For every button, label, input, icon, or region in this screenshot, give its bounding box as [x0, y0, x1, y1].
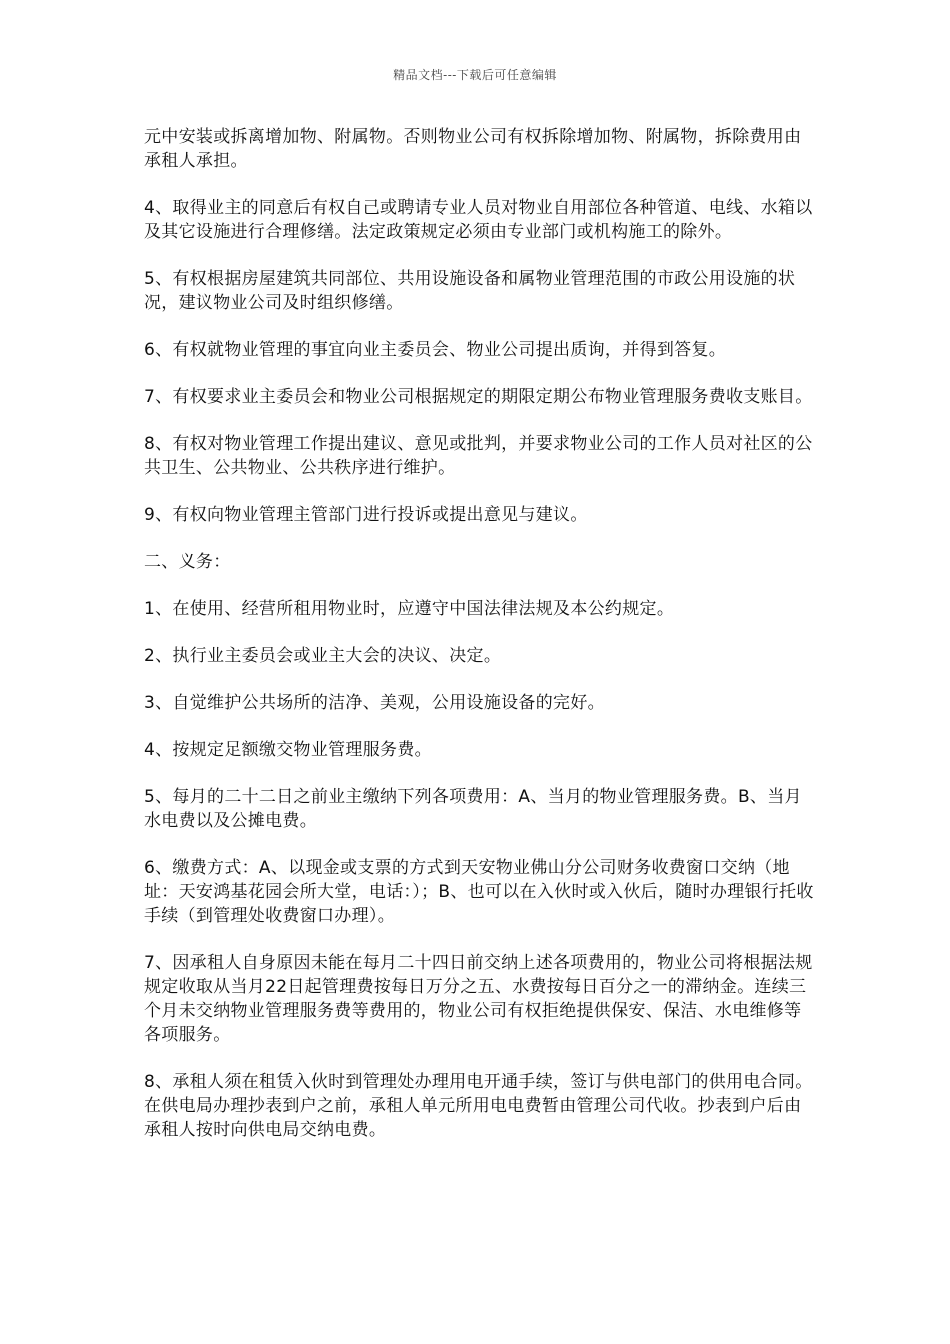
- paragraph: 6、缴费方式：A、以现金或支票的方式到天安物业佛山分公司财务收费窗口交纳（地址：天安鸿基花园会所大堂，电话：）；B、也可以在入伙时或入伙后，随时办理银行托收手续（到管理处收费窗口办理）。: [144, 858, 814, 926]
- paragraph: 6、有权就物业管理的事宜向业主委员会、物业公司提出质询，并得到答复。: [144, 340, 727, 360]
- paragraph: 7、因承租人自身原因未能在每月二十四日前交纳上述各项费用的，物业公司将根据法规规定收取从当月22日起管理费按每日万分之五、水费按每日百分之一的滞纳金。连续三个月未交纳物业管理服务费等费用的，物业公司有权拒绝提供保安、保洁、水电维修等各项服务。: [144, 953, 813, 1045]
- paragraph: 元中安装或拆离增加物、附属物。否则物业公司有权拆除增加物、附属物，拆除费用由承租人承担。: [144, 127, 802, 171]
- paragraph: 2、执行业主委员会或业主大会的决议、决定。: [144, 646, 502, 666]
- paragraph: 3、自觉维护公共场所的洁净、美观，公用设施设备的完好。: [144, 693, 605, 713]
- paragraph: 9、有权向物业管理主管部门进行投诉或提出意见与建议。: [144, 505, 588, 525]
- page-header: 精品文档---下载后可任意编辑: [393, 68, 557, 82]
- paragraph: 5、每月的二十二日之前业主缴纳下列各项费用：A、当月的物业管理服务费。B、当月水电费以及公摊电费。: [144, 787, 802, 831]
- paragraph: 8、承租人须在租赁入伙时到管理处办理用电开通手续，签订与供电部门的供用电合同。在供电局办理抄表到户之前，承租人单元所用电电费暂由管理公司代收。抄表到户后由承租人按时向供电局交纳电费。: [144, 1072, 813, 1140]
- paragraph: 4、按规定足额缴交物业管理服务费。: [144, 740, 432, 760]
- paragraph: 8、有权对物业管理工作提出建议、意见或批判，并要求物业公司的工作人员对社区的公共卫生、公共物业、公共秩序进行维护。: [144, 434, 813, 478]
- section-heading: 二、义务：: [144, 552, 231, 572]
- paragraph: 5、有权根据房屋建筑共同部位、共用设施设备和属物业管理范围的市政公用设施的状况，建议物业公司及时组织修缮。: [144, 269, 796, 313]
- paragraph: 1、在使用、经营所租用物业时，应遵守中国法律法规及本公约规定。: [144, 599, 675, 619]
- paragraph: 4、取得业主的同意后有权自己或聘请专业人员对物业自用部位各种管道、电线、水箱以及其它设施进行合理修缮。法定政策规定必须由专业部门或机构施工的除外。: [144, 198, 813, 242]
- paragraph: 7、有权要求业主委员会和物业公司根据规定的期限定期公布物业管理服务费收支账目。: [144, 387, 813, 407]
- document-body: [144, 125, 814, 1165]
